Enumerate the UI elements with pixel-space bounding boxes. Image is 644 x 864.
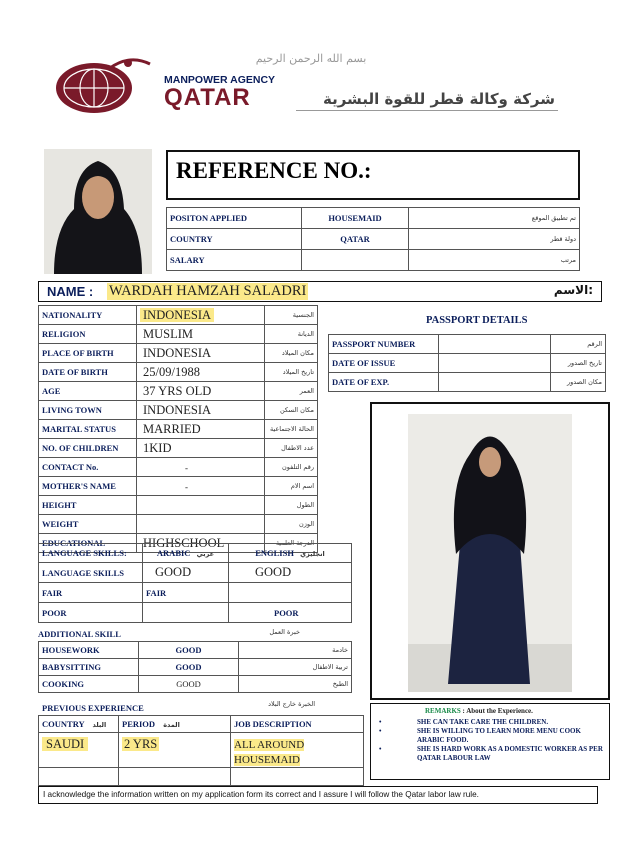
issue-date-label: DATE OF ISSUE: [329, 354, 439, 373]
babysitting-label: BABYSITTING: [39, 659, 139, 676]
country-header-ar: البلد: [92, 721, 107, 729]
issue-date-ar: تاريخ الصدور: [551, 354, 606, 373]
english-skill-value: GOOD: [229, 563, 352, 583]
personal-value-cell: [137, 401, 265, 420]
personal-row: [39, 420, 318, 439]
full-body-photo: [408, 414, 572, 692]
experience-period-value: 2 YRS: [124, 737, 158, 751]
personal-ar: رقم التلفون: [265, 458, 318, 477]
portrait-photo: [44, 149, 152, 274]
experience-job: [231, 733, 364, 768]
personal-ar: العمر: [265, 382, 318, 401]
experience-empty-2: [119, 768, 231, 786]
personal-value: MARRIED: [143, 422, 201, 436]
poor-label: POOR: [39, 603, 143, 623]
remarks-box: [370, 703, 610, 780]
country-ar: دولة قطر: [409, 229, 580, 250]
babysitting-value: GOOD: [139, 659, 239, 676]
personal-value: INDONESIA: [140, 308, 214, 322]
personal-row: [39, 382, 318, 401]
logo-subtitle: MANPOWER AGENCY: [164, 74, 276, 86]
personal-value-cell: [137, 325, 265, 344]
experience-job-line1: ALL AROUND: [234, 739, 305, 751]
personal-value-cell: [137, 382, 265, 401]
personal-label: MOTHER'S NAME: [39, 477, 137, 496]
remark-item: • SHE IS WILLING TO LEARN MORE MENU COOK ARABIC FOOD.: [379, 727, 581, 744]
experience-empty-3: [231, 768, 364, 786]
remarks-title: REMARKS: [425, 707, 461, 715]
arabic-company-name: شركة وكالة قطر للقوة البشرية: [323, 90, 555, 108]
experience-table: [38, 715, 364, 786]
english-poor-value: POOR: [229, 603, 352, 623]
personal-label: LIVING TOWN: [39, 401, 137, 420]
personal-label: AGE: [39, 382, 137, 401]
previous-experience-ar: الخبرة خارج البلاد: [268, 700, 315, 708]
language-header-label: LANGUAGE SKILLS:: [39, 544, 143, 563]
arabic-header-ar: عربي: [196, 550, 215, 558]
housework-label: HOUSEWORK: [39, 642, 139, 659]
personal-value: MUSLIM: [143, 327, 194, 341]
position-label: POSITON APPLIED: [167, 208, 302, 229]
previous-experience-title: PREVIOUS EXPERIENCE: [42, 703, 144, 713]
personal-ar: عدد الاطفال: [265, 439, 318, 458]
arabic-header-en: ARABIC: [156, 548, 191, 558]
personal-ar: مكان السكن: [265, 401, 318, 420]
agency-logo: [50, 54, 158, 116]
personal-label: NO. OF CHILDREN: [39, 439, 137, 458]
personal-value: 25/09/1988: [143, 365, 200, 379]
personal-value: -: [185, 482, 188, 492]
passport-title: PASSPORT DETAILS: [426, 315, 528, 326]
position-value: HOUSEMAID: [302, 208, 409, 229]
remark-item: • SHE IS HARD WORK AS A DOMESTIC WORKER AS PER QATAR LABOUR LAW: [379, 745, 603, 762]
personal-label: EDUCATIONAL: [39, 534, 137, 553]
personal-value: 37 YRS OLD: [143, 384, 212, 398]
remarks-subtitle: : About the Experience.: [462, 707, 533, 715]
salary-ar: مرتب: [409, 250, 580, 271]
personal-ar: الدرجة العلمية: [265, 534, 318, 553]
name-bar: [38, 281, 602, 302]
country-header-en: COUNTRY: [42, 719, 85, 729]
personal-value: INDONESIA: [143, 346, 212, 360]
additional-skill-title: ADDITIONAL SKILL: [38, 629, 121, 639]
personal-value-cell: [137, 344, 265, 363]
country-header: [39, 716, 119, 733]
name-ar: الاسم:: [553, 283, 593, 297]
personal-ar: مكان الميلاد: [265, 344, 318, 363]
period-header: [119, 716, 231, 733]
arabic-poor-value: [143, 603, 229, 623]
issue-date-value: [439, 354, 551, 373]
personal-row: [39, 496, 318, 515]
remark-item: • SHE CAN TAKE CARE THE CHILDREN.: [379, 718, 549, 726]
reference-box: [166, 150, 580, 200]
personal-ar: الديانة: [265, 325, 318, 344]
personal-value: [140, 517, 146, 531]
personal-row: [39, 515, 318, 534]
personal-ar: تاريخ الميلاد: [265, 363, 318, 382]
additional-skill-ar: خبرة العمل: [269, 628, 300, 636]
personal-label: PLACE OF BIRTH: [39, 344, 137, 363]
period-header-en: PERIOD: [122, 719, 156, 729]
personal-row: [39, 458, 318, 477]
cooking-ar: الطبخ: [239, 676, 352, 693]
name-label: NAME :: [47, 284, 94, 299]
personal-row: [39, 344, 318, 363]
full-body-photo-frame: [370, 402, 610, 700]
personal-table: [38, 305, 318, 553]
salary-value: [302, 250, 409, 271]
personal-row: [39, 477, 318, 496]
english-header-ar: انجليزي: [300, 550, 325, 558]
personal-label: WEIGHT: [39, 515, 137, 534]
arabic-header: [143, 544, 229, 563]
personal-row: [39, 325, 318, 344]
exp-date-value: [439, 373, 551, 392]
personal-label: NATIONALITY: [39, 306, 137, 325]
bismillah-calligraphy: بسم الله الرحمن الرحيم: [255, 52, 367, 65]
babysitting-ar: تربية الاطفال: [239, 659, 352, 676]
arabic-skill-value: GOOD: [143, 563, 229, 583]
remark-text-3: SHE IS HARD WORK AS A DOMESTIC WORKER AS PER QATAR LABOUR LAW: [417, 745, 603, 762]
personal-value-cell: [137, 477, 265, 496]
acknowledgement-text: I acknowledge the information written on my application form its correct and I assure I will follow the Qatar labor law rule.: [43, 790, 479, 799]
additional-skill-table: [38, 641, 352, 693]
personal-label: RELIGION: [39, 325, 137, 344]
language-skills-label: LANGUAGE SKILLS: [39, 563, 143, 583]
job-header: JOB DESCRIPTION: [231, 716, 364, 733]
position-ar: تم تطبيق الموقع: [409, 208, 580, 229]
personal-value-cell: [137, 496, 265, 515]
salary-label: SALARY: [167, 250, 302, 271]
language-table: [38, 543, 352, 623]
exp-date-ar: مكان الصدور: [551, 373, 606, 392]
personal-ar: اسم الام: [265, 477, 318, 496]
personal-value-cell: [137, 458, 265, 477]
fair-label: FAIR: [39, 583, 143, 603]
english-fair-value: [229, 583, 352, 603]
logo-title: QATAR: [164, 84, 251, 111]
personal-row: [39, 363, 318, 382]
cooking-value: GOOD: [139, 676, 239, 693]
housework-ar: خادمة: [239, 642, 352, 659]
experience-empty-1: [39, 768, 119, 786]
personal-value: HIGHSCHOOL: [143, 536, 225, 550]
personal-ar: الحالة الاجتماعية: [265, 420, 318, 439]
personal-value-cell: [137, 420, 265, 439]
personal-value-cell: [137, 363, 265, 382]
acknowledgement-box: [38, 786, 598, 804]
personal-value-cell: [137, 515, 265, 534]
name-value: WARDAH HAMZAH SALADRI: [109, 283, 307, 299]
passport-number-value: [439, 335, 551, 354]
passport-number-label: PASSPORT NUMBER: [329, 335, 439, 354]
personal-value: [140, 498, 146, 512]
remark-text-1: SHE CAN TAKE CARE THE CHILDREN.: [417, 718, 549, 726]
english-header: [229, 544, 352, 563]
personal-value: -: [185, 463, 188, 473]
personal-ar: الوزن: [265, 515, 318, 534]
exp-date-label: DATE OF EXP.: [329, 373, 439, 392]
header-underline: [296, 110, 558, 111]
passport-table: [328, 334, 606, 392]
personal-label: DATE OF BIRTH: [39, 363, 137, 382]
remarks-list: [377, 718, 603, 763]
personal-value: 1KID: [143, 441, 172, 455]
experience-country-value: SAUDI: [42, 737, 88, 751]
experience-period: [119, 733, 231, 768]
personal-value-cell: [137, 306, 265, 325]
position-table: [166, 207, 580, 271]
cooking-label: COOKING: [39, 676, 139, 693]
personal-ar: الطول: [265, 496, 318, 515]
personal-row: [39, 401, 318, 420]
housework-value: GOOD: [139, 642, 239, 659]
personal-label: HEIGHT: [39, 496, 137, 515]
english-header-en: ENGLISH: [255, 548, 294, 558]
personal-ar: الجنسية: [265, 306, 318, 325]
period-header-ar: المدة: [163, 721, 180, 729]
personal-value: INDONESIA: [143, 403, 212, 417]
country-value: QATAR: [302, 229, 409, 250]
remarks-heading: [425, 707, 533, 715]
reference-title: REFERENCE NO.:: [176, 158, 372, 183]
country-label: COUNTRY: [167, 229, 302, 250]
personal-value-cell: [137, 439, 265, 458]
personal-label: MARITAL STATUS: [39, 420, 137, 439]
remark-text-2: SHE IS WILLING TO LEARN MORE MENU COOK ARABIC FOOD.: [417, 727, 581, 744]
passport-number-ar: الرقم: [551, 335, 606, 354]
personal-row: [39, 306, 318, 325]
experience-country: [39, 733, 119, 768]
arabic-fair-value: FAIR: [143, 583, 229, 603]
experience-job-line2: HOUSEMAID: [234, 754, 300, 766]
personal-row: [39, 439, 318, 458]
personal-label: CONTACT No.: [39, 458, 137, 477]
